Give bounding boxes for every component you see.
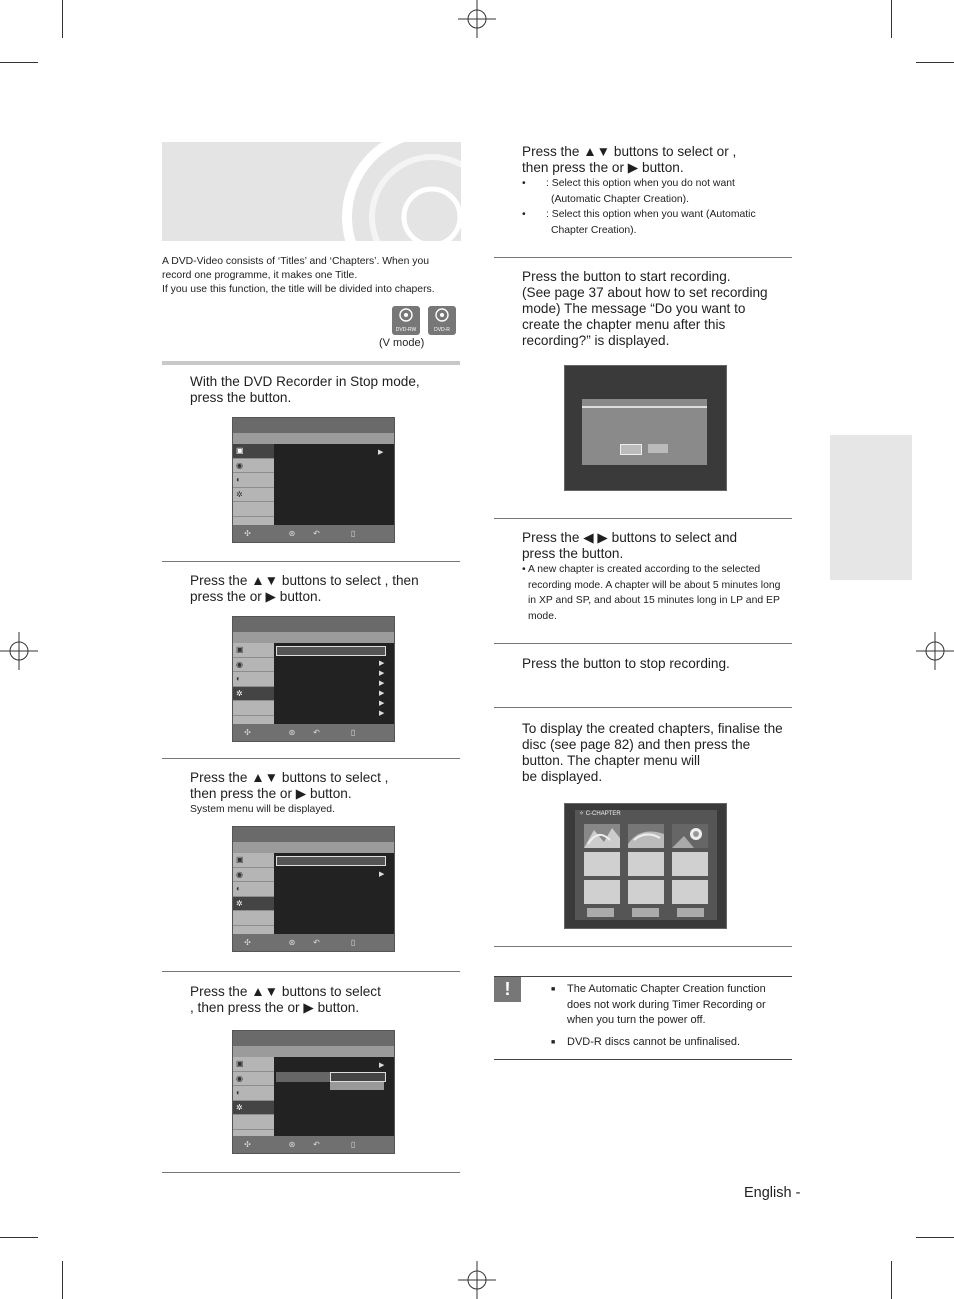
menu-screen-2: ▣ ◉ ◐ ✲ ▶ ▶ ▶ ▶ ▶ ▶ ✣ ⊛ ↶ ▯	[232, 616, 395, 742]
divider	[494, 946, 792, 947]
chapter-thumb[interactable]	[584, 824, 620, 848]
note-2: ■ DVD-R discs cannot be unfinalised.	[551, 1036, 741, 1048]
divider	[162, 561, 460, 562]
divider	[494, 643, 792, 644]
chapter-nav-button[interactable]	[587, 908, 614, 917]
note-1: ■ The Automatic Chapter Creation function does not work during Timer Recording or when you turn the power off.	[551, 983, 766, 1026]
registration-mark-icon	[0, 632, 38, 670]
crop-mark	[62, 0, 63, 38]
menu-screen-4: ▣ ◉ ◐ ✲ ▶ ✣ ⊛ ↶ ▯	[232, 1030, 395, 1154]
menu-screen-1: ▣ ◉ ◐ ✲ ▶ ✣ ⊛ ↶ ▯	[232, 417, 395, 543]
v-mode-label: (V mode)	[379, 337, 425, 349]
chapter-thumb[interactable]	[628, 824, 664, 848]
divider	[494, 518, 792, 519]
chapter-thumb[interactable]	[584, 880, 620, 904]
divider	[162, 1172, 460, 1173]
step-7-note: • A new chapter is created according to the selected recording mode. A chapter will be about 5 minutes long in XP and SP, and about 15 minutes long in LP and EP mode.	[522, 564, 781, 622]
registration-mark-icon	[916, 632, 954, 670]
registration-mark-icon	[458, 1261, 496, 1299]
step-1-text: With the DVD Recorder in Stop mode, press the button.	[190, 374, 420, 405]
disc-icon	[399, 308, 413, 322]
step-9-text: To display the created chapters, finalise the disc (see page 82) and then press the button. The chapter menu will be displayed.	[522, 721, 783, 784]
chapter-nav-button[interactable]	[632, 908, 659, 917]
crop-mark	[891, 0, 892, 38]
menu-screen-3: ▣ ◉ ◐ ✲ ▶ ✣ ⊛ ↶ ▯	[232, 826, 395, 952]
step-3-text: Press the ▲▼ buttons to select , then press the or ▶ button. System menu will be displayed.	[190, 770, 389, 815]
intro-text: A DVD-Video consists of ‘Titles’ and ‘Chapters’. When you record one programme, it makes one Title. If you use this function, the title will be divided into chapers.	[162, 256, 435, 296]
step-7-text: Press the ◀ ▶ buttons to select and press the button.	[522, 530, 738, 561]
divider	[494, 707, 792, 708]
crop-mark	[916, 62, 954, 63]
chapter-thumb[interactable]	[584, 852, 620, 876]
chapter-thumb[interactable]	[672, 824, 708, 848]
disc-icon	[435, 308, 449, 322]
chapter-side-tab	[830, 435, 912, 580]
crop-mark	[62, 1261, 63, 1299]
divider	[494, 1059, 792, 1060]
chapter-menu-label: ✧ C-CHAPTER	[579, 811, 621, 817]
no-button[interactable]	[648, 444, 668, 453]
disc-icon	[162, 142, 461, 241]
step-4-text: Press the ▲▼ buttons to select , then press the or ▶ button.	[190, 984, 381, 1015]
divider	[494, 976, 792, 977]
chapter-nav-button[interactable]	[677, 908, 704, 917]
step-2-text: Press the ▲▼ buttons to select , then press the or ▶ button.	[190, 573, 419, 604]
dvd-r-badge: DVD-R	[428, 306, 456, 335]
divider	[162, 758, 460, 759]
yes-button[interactable]	[620, 444, 642, 455]
crop-mark	[916, 1237, 954, 1238]
chapter-thumb[interactable]	[628, 852, 664, 876]
divider	[494, 257, 792, 258]
chapter-thumb[interactable]	[672, 880, 708, 904]
crop-mark	[0, 62, 38, 63]
step-5-bullets: • : Select this option when you do not want (Automatic Chapter Creation). • : Select this option when you want (Automatic Chapter Creation).	[522, 178, 756, 236]
crop-mark	[0, 1237, 38, 1238]
chapter-menu-screen	[564, 803, 727, 929]
chapter-thumb[interactable]	[672, 852, 708, 876]
divider	[162, 361, 460, 365]
confirm-dialog-screen	[564, 365, 727, 491]
page-footer-language: English -	[744, 1185, 801, 1201]
step-6-text: Press the button to start recording. (See page 37 about how to set recording mode) The message “Do you want to create the chapter menu after this recording?” is displayed.	[522, 269, 768, 348]
chapter-thumb[interactable]	[628, 880, 664, 904]
crop-mark	[891, 1261, 892, 1299]
registration-mark-icon	[458, 0, 496, 38]
step-8-text: Press the button to stop recording.	[522, 656, 730, 671]
dvd-rw-badge: DVD-RW	[392, 306, 420, 335]
step-5-text: Press the ▲▼ buttons to select or , then press the or ▶ button.	[522, 144, 737, 175]
section-header-box	[162, 142, 461, 241]
warning-icon: !	[494, 977, 521, 1002]
divider	[162, 971, 460, 972]
